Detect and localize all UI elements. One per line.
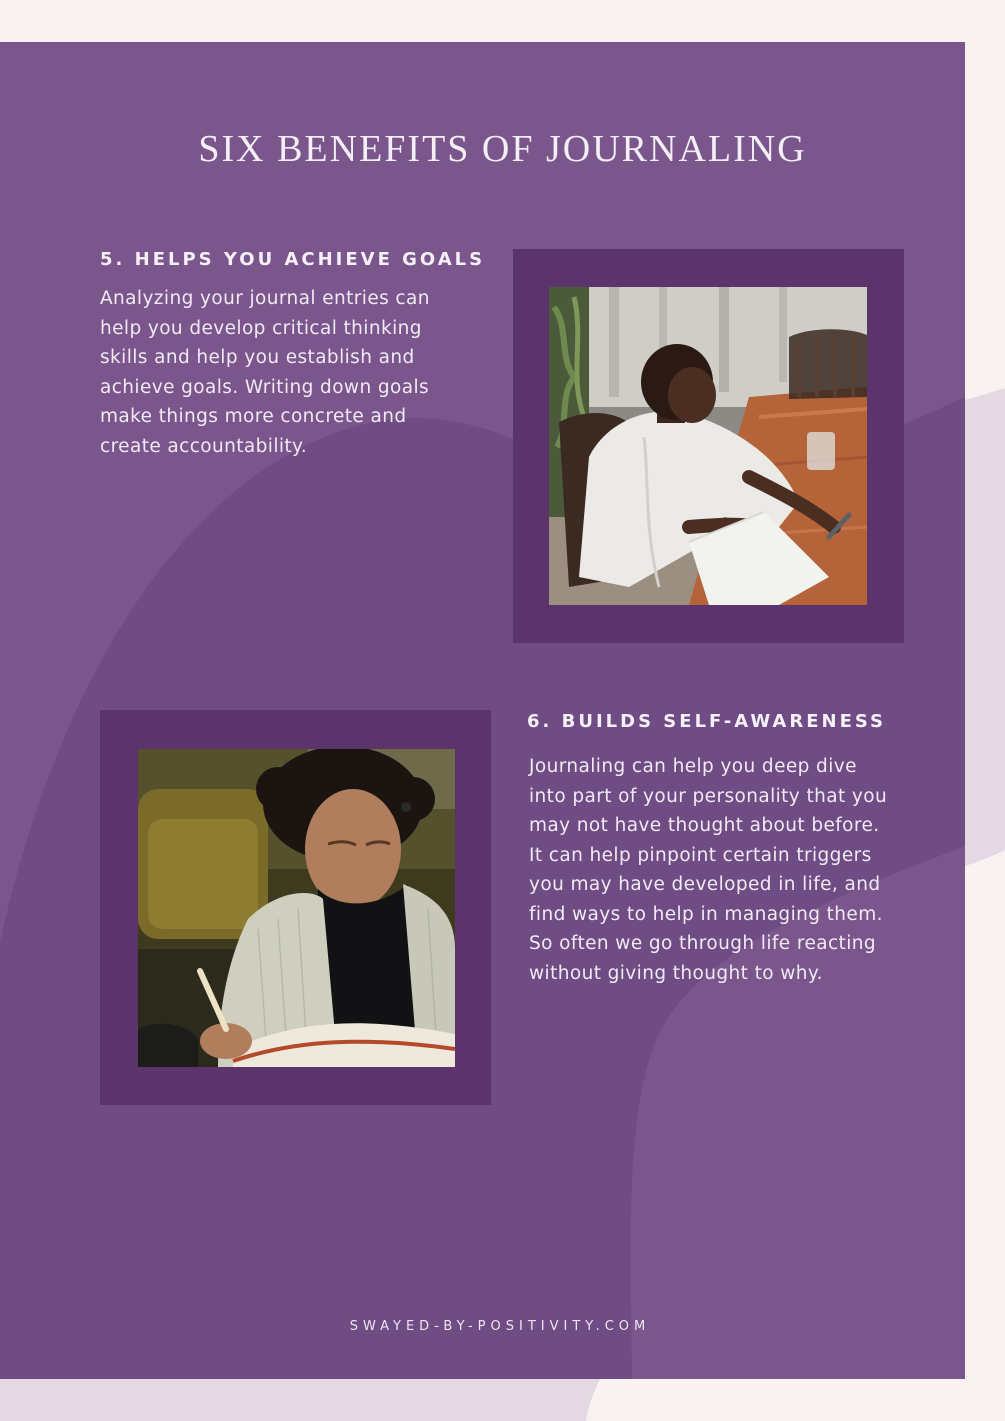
section-6-line: into part of your personality that you xyxy=(529,785,888,807)
page-title: SIX BENEFITS OF JOURNALING xyxy=(198,128,807,170)
section-5-line: Analyzing your journal entries can xyxy=(100,288,430,309)
section-5-line: help you develop critical thinking xyxy=(100,317,422,339)
section-6-heading: 6. BUILDS SELF-AWARENESS xyxy=(527,711,886,732)
section-6-body xyxy=(529,752,929,988)
section-6-line: find ways to help in managing them. xyxy=(529,903,883,925)
photo-person-writing-in-notebook-icon xyxy=(138,749,455,1067)
section-6-line: may not have thought about before. xyxy=(529,815,880,836)
section-6-line: So often we go through life reacting xyxy=(529,933,877,954)
section-6-line: you may have developed in life, and xyxy=(529,874,881,895)
section-5-line: skills and help you establish and xyxy=(100,347,415,368)
footer-website: SWAYED-BY-POSITIVITY.COM xyxy=(349,1319,651,1334)
section-6-line: without giving thought to why. xyxy=(529,962,823,984)
section-6-line: It can help pinpoint certain triggers xyxy=(529,844,872,866)
section-5-body xyxy=(100,284,500,461)
section-5-heading: 5. HELPS YOU ACHIEVE GOALS xyxy=(100,249,486,270)
section-5-line: create accountability. xyxy=(100,435,308,457)
section-6-line: Journaling can help you deep dive xyxy=(529,756,857,777)
photo-person-writing-at-table-icon xyxy=(549,287,867,605)
section-5-line: make things more concrete and xyxy=(100,406,407,427)
section-5-line: achieve goals. Writing down goals xyxy=(100,376,430,398)
